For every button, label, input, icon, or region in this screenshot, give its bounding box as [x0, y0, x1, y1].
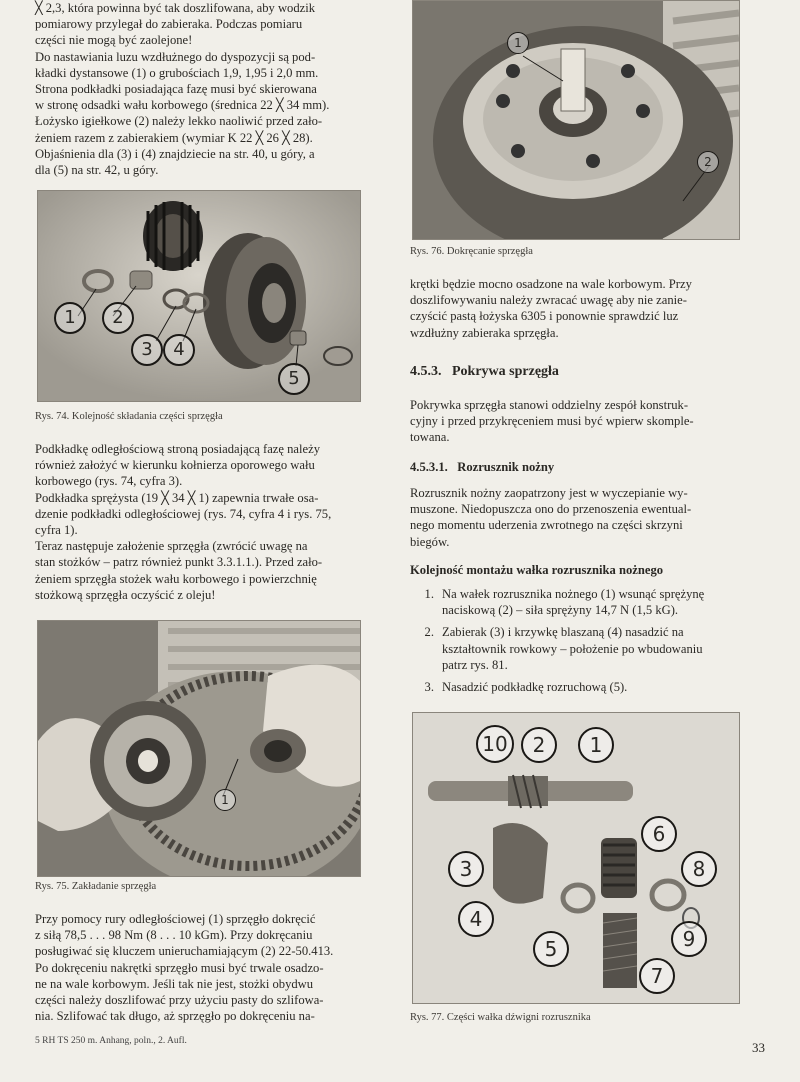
figure-77-caption: Rys. 77. Części wałka dźwigni rozrusznika: [410, 1012, 591, 1023]
right-text-block-1: krętki będzie mocno osadzone na wale korbowym. Przy doszlifowywaniu należy zwracać uwagę aby nie zanie- czyścić pastą łożyska 6305 i ponownie sprawdzić luz wzdłużny zabieraka sprzęgła.: [410, 277, 692, 340]
fig77-label-10: 10: [476, 725, 514, 763]
left-text-block-2: Podkładkę odległościową stroną posiadającą fazę należy również założyć w kierunku kołnierza oporowego wału korbowego (rys. 74, cyfra 3). Podkładka sprężysta (19 ╳ 34 ╳ 1) zapewnia trwałe osa- dzenie podkładki odległościowej (rys. 74, cyfra 4 i rys. 75, cyfra 1). Teraz następuje założenie sprzęgła (zwrócić uwagę na stan stożków – patrz również punkt 3.3.1.1.). Przed zało- żeniem sprzęgła stożek wału korbowego i powierzchnię stożkową sprzęgła oczyścić z oleju!: [35, 442, 332, 602]
subsection-heading: 4.5.3.1. Rozrusznik nożny: [410, 460, 555, 474]
footer-note: 5 RH TS 250 m. Anhang, poln., 2. Aufl.: [35, 1036, 187, 1046]
fig77-label-8: 8: [681, 851, 717, 887]
fig77-label-6: 6: [641, 816, 677, 852]
figure-76-illustration: [413, 1, 739, 239]
fig77-label-7: 7: [639, 958, 675, 994]
fig77-label-5: 5: [533, 931, 569, 967]
figure-76-caption: Rys. 76. Dokręcanie sprzęgła: [410, 246, 533, 257]
figure-74-illustration: [38, 191, 360, 401]
left-para-1: ╳ 2,3, która powinna być tak doszlifowana, aby wodzik pomiarowy przylegał do zabieraka. Podczas pomiaru części nie mogą być zaolejone! Do nastawiania luzu wzdłużnego do dyspozycji są pod- kładki dystansowe (1) o grubościach 1,9, 1,95 i 2,0 mm. Strona podkładki posiadająca fazę musi być skierowana w stronę odsadki wału korbowego (średnica 22 ╳ 34 mm). Łożysko igiełkowe (2) należy lekko naoliwić przed zało- żeniem razem z zabierakiem (wymiar K 22 ╳ 26 ╳ 28). Objaśnienia dla (3) i (4) znajdziecie na str. 40, u góry, a dla (5) na str. 42, u góry.: [35, 1, 330, 178]
figure-77-photo: [412, 712, 740, 1004]
fig74-label-5: 5: [278, 363, 310, 395]
figure-74-caption: Rys. 74. Kolejność składania części sprzęgła: [35, 411, 223, 422]
list-item: 3. Nasadzić podkładkę rozruchową (5).: [424, 680, 628, 695]
section-heading: 4.5.3. Pokrywa sprzęgła: [410, 364, 559, 379]
figure-74-photo: [37, 190, 361, 402]
right-text-block-2: Pokrywka sprzęgła stanowi oddzielny zespół konstruk- cyjny i przed przykręceniem musi być wpierw skomple- towana.: [410, 398, 694, 445]
fig74-label-2: 2: [102, 302, 134, 334]
assembly-steps-list: [410, 586, 770, 701]
figure-75-photo: [37, 620, 361, 877]
fig77-label-2: 2: [521, 727, 557, 763]
list-item: 2. Zabierak (3) i krzywkę blaszaną (4) nasadzić na kształtownik rowkowy – położenie po wbudowaniu patrz rys. 81.: [424, 625, 703, 672]
fig76-label-2: 2: [697, 151, 719, 173]
fig74-label-4: 4: [163, 334, 195, 366]
fig76-label-1: 1: [507, 32, 529, 54]
fig74-label-1: 1: [54, 302, 86, 334]
fig75-label-1: 1: [214, 789, 236, 811]
list-item: 1. Na wałek rozrusznika nożnego (1) wsunąć sprężynę naciskową (2) – siła sprężyny 14,7 N (1,5 kG).: [424, 587, 705, 618]
figure-75-caption: Rys. 75. Zakładanie sprzęgła: [35, 881, 157, 892]
fig77-label-3: 3: [448, 851, 484, 887]
left-text-block-1: [35, 0, 390, 178]
figure-76-photo: [412, 0, 740, 240]
list-heading: Kolejność montażu wałka rozrusznika nożnego: [410, 563, 664, 577]
figure-75-illustration: [38, 621, 360, 876]
fig77-label-9: 9: [671, 921, 707, 957]
fig77-label-4: 4: [458, 901, 494, 937]
page-number: 33: [752, 1040, 765, 1055]
fig77-label-1: 1: [578, 727, 614, 763]
right-text-block-3: Rozrusznik nożny zaopatrzony jest w wyczepianie wy- muszone. Niedopuszcza ono do przenoszenia ewentual- nego momentu uderzenia zwrotnego na części skrzyni biegów.: [410, 486, 692, 549]
fig74-label-3: 3: [131, 334, 163, 366]
left-text-block-3: Przy pomocy rury odległościowej (1) sprzęgło dokręcić z siłą 78,5 . . . 98 Nm (8 . . . 10 kGm). Przy dokręcaniu posługiwać się kluczem unieruchamiającym (2) 22-50.413. Po dokręceniu nakrętki sprzęgło musi być trwale osadzo- ne na wale korbowym. Jeśli tak nie jest, stożki obydwu części należy doszlifować przy użyciu pasty do szlifowa- nia. Szlifować tak długo, aż sprzęgło po dokręceniu na-: [35, 912, 334, 1024]
